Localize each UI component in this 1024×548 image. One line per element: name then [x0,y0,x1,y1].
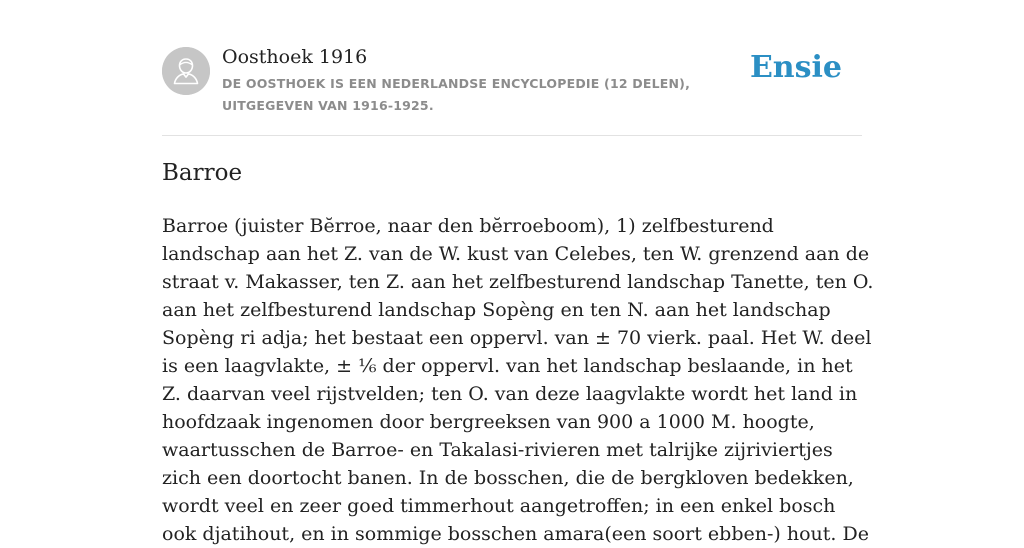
user-avatar-icon[interactable] [162,47,210,95]
source-description: DE OOSTHOEK IS EEN NEDERLANDSE ENCYCLOPEDIE (12 DELEN), UITGEGEVEN VAN 1916-1925. [222,76,691,113]
ensie-logo[interactable]: Ensie [749,50,842,85]
user-silhouette-icon [162,47,210,95]
article-title: Barroe [162,160,243,186]
source-title[interactable]: Oosthoek 1916 [222,46,368,68]
article-body: Barroe (juister Bĕrroe, naar den bĕrroeboom), 1) zelfbesturend landschap aan het Z. van de W. kust van Celebes, ten W. grenzend aan de straat v. Makasser, ten Z. aan het zelfbesturend landschap Tanette, ten O. aan het zelfbesturend landschap Sopèng en ten N. aan het landschap Sopèng ri adja; het bestaat een oppervl. van ± 70 vierk. paal. Het W. deel is een laagvlakte, ± ⅙ der oppervl. van het landschap beslaande, in het Z. daarvan veel rijstvelden; ten O. van deze laagvlakte wordt het land in hoofdzaak ingenomen door bergreeksen van 900 a 1000 M. hoogte, waartusschen de Barroe- en Takalasi-rivieren met talrijke zijriviertjes zich een doortocht banen. In de bosschen, die de bergkloven bedekken, wordt veel en zeer goed timmerhout aangetroffen; in een enkel bosch ook djatihout, en in sommige bosschen amara(een soort ebben-) hout. De [162,215,874,545]
source-header [162,44,862,120]
header-divider [162,135,862,136]
